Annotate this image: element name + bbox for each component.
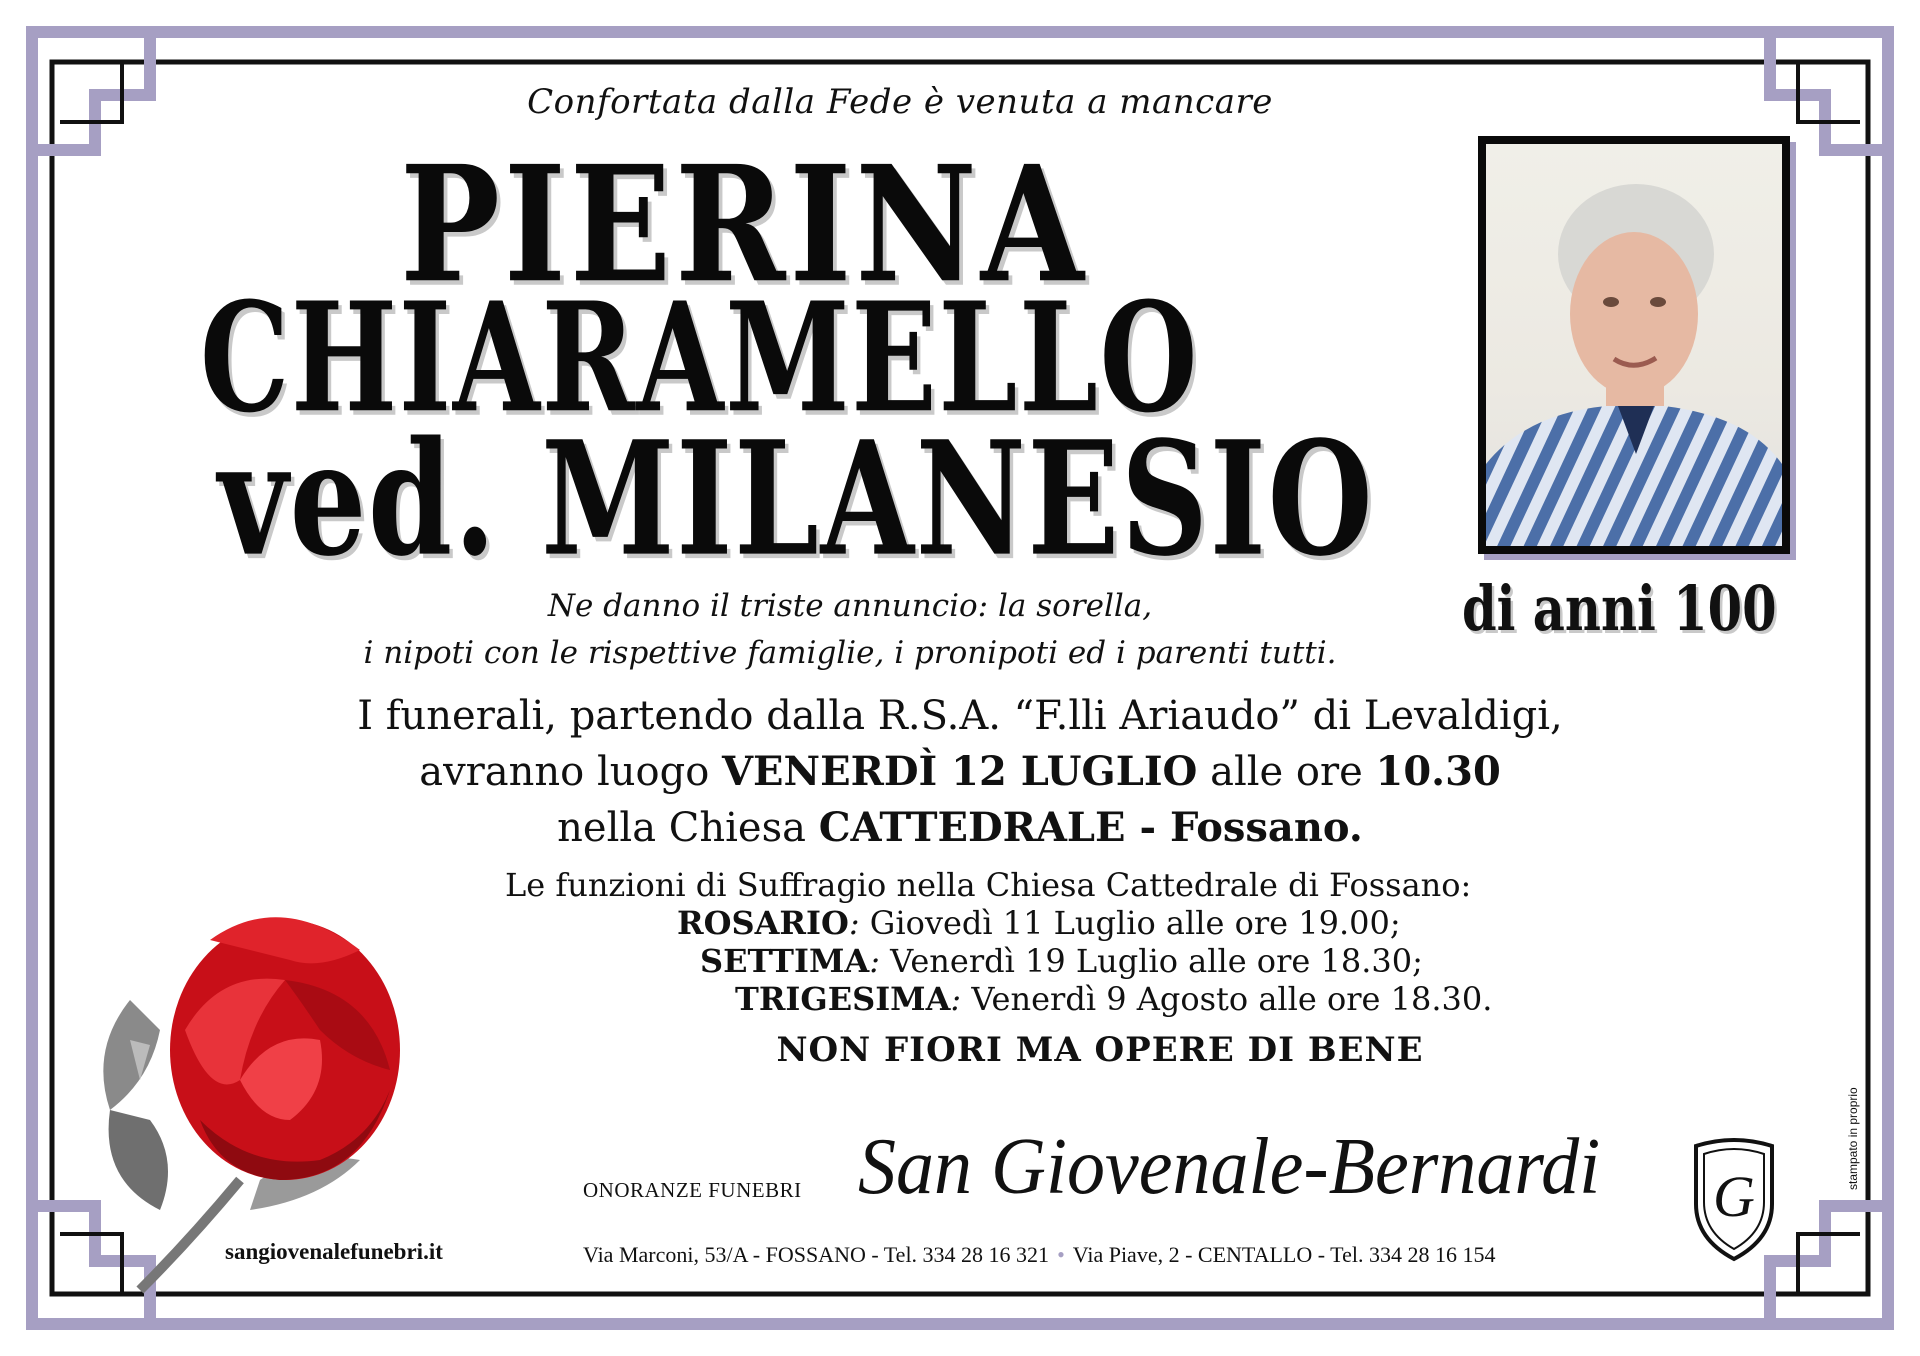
suffrage-text: Giovedì 11 Luglio alle ore 19.00; [859, 904, 1401, 942]
suffrage-heading: Le funzioni di Suffragio nella Chiesa Cattedrale di Fossano: [505, 866, 1472, 904]
no-flowers-note: NON FIORI MA OPERE DI BENE [776, 1030, 1424, 1070]
address-separator: • [1057, 1242, 1065, 1267]
address-fossano: Via Marconi, 53/A - FOSSANO - Tel. 334 28 16 321 [583, 1242, 1050, 1267]
crest-icon [1686, 1134, 1782, 1264]
funeral-line-3 [260, 800, 1660, 856]
suffrage-settima [700, 942, 1423, 980]
suffrage-text: Venerdì 9 Agosto alle ore 18.30. [961, 980, 1493, 1018]
deceased-surname: CHIARAMELLO [200, 270, 1200, 447]
address-centallo: Via Piave, 2 - CENTALLO - Tel. 334 28 16 154 [1072, 1242, 1496, 1267]
suffrage-colon: : [869, 942, 880, 980]
suffrage-label: ROSARIO [677, 904, 849, 942]
funeral-place: CATTEDRALE - Fossano. [818, 804, 1363, 851]
suffrage-colon: : [848, 904, 860, 942]
printed-note: stampato in proprio [1846, 1087, 1860, 1190]
announcement [280, 583, 1420, 677]
portrait-photo [1478, 136, 1790, 554]
funeral-date: VENERDÌ 12 LUGLIO [722, 748, 1198, 795]
deceased-married-name: ved. MILANESIO [218, 408, 1375, 592]
age-label: di anni 100 [1462, 572, 1777, 645]
announcement-line-2: i nipoti con le rispettive famiglie, i pronipoti ed i parenti tutti. [363, 635, 1337, 671]
intro-line: Confortata dalla Fede è venuta a mancare [527, 82, 1273, 122]
funeral-home-name: San Giovenale-Bernardi [858, 1123, 1601, 1211]
suffrage-trigesima [735, 980, 1492, 1018]
suffrage-label: TRIGESIMA [735, 980, 951, 1018]
suffrage-text: Venerdì 19 Luglio alle ore 18.30; [879, 942, 1423, 980]
rose-image [70, 880, 430, 1300]
suffrage-label: SETTIMA [700, 942, 870, 980]
funeral-time: 10.30 [1375, 748, 1501, 795]
announcement-line-1: Ne danno il triste annuncio: la sorella, [547, 588, 1153, 624]
funeral-line-2-text: avranno luogo [419, 749, 722, 795]
suffrage-colon: : [950, 980, 962, 1018]
funeral-home-label: ONORANZE FUNEBRI [583, 1178, 802, 1202]
website-link[interactable]: sangiovenalefunebri.it [225, 1239, 443, 1264]
address-line [583, 1242, 1495, 1268]
funeral-line-2-mid: alle ore [1197, 749, 1376, 795]
funeral-details [260, 688, 1660, 856]
suffrage-rosario [677, 904, 1401, 942]
crest-letter: G [1713, 1164, 1755, 1229]
funeral-line-3-text: nella Chiesa [557, 805, 819, 851]
funeral-line-2 [260, 744, 1660, 800]
funeral-line-1: I funerali, partendo dalla R.S.A. “F.lli Ariaudo” di Levaldigi, [357, 693, 1563, 739]
deceased-first-name: PIERINA [400, 132, 1088, 319]
